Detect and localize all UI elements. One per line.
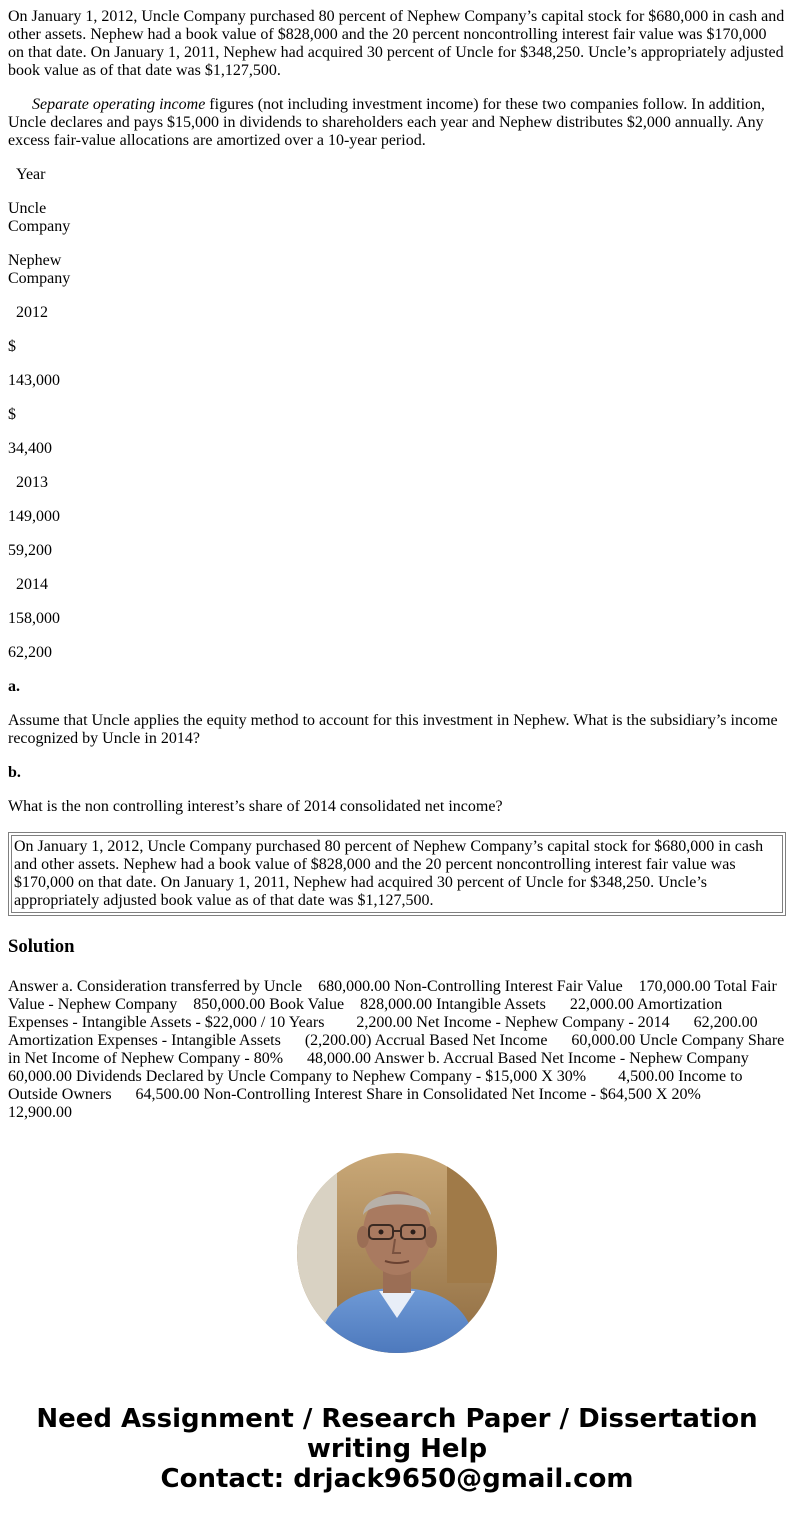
table-cell-nephew: 34,400 [8, 440, 52, 457]
paragraph-2-text: figures (not including investment income) for these two companies follow. In addition, Uncle declares and pays $15,000 in dividends to shareholders each year and Nephew distributes $2,000 annually. Any excess fair-value allocations are amortized over a 10-year period. [8, 96, 766, 149]
table-cell-nephew: 59,200 [8, 542, 52, 559]
table-cell-uncle: 158,000 [8, 610, 60, 627]
table-cell-year: 2014 [8, 576, 48, 593]
question-b-text: What is the non controlling interest’s share of 2014 consolidated net income? [8, 798, 503, 815]
solution-heading: Solution [8, 936, 75, 957]
problem-intro: On January 1, 2012, Uncle Company purchased 80 percent of Nephew Company’s capital stock for $680,000 in cash and other assets. Nephew had a book value of $828,000 and the 20 percent noncontrolling interest fair value was $170,000 on that date. On January 1, 2011, Nephew had acquired 30 percent of Uncle for $348,250. Uncle’s appropriately adjusted book value as of that date was $1,127,500. [8, 8, 785, 79]
table-row [8, 576, 786, 662]
table-row [8, 474, 786, 560]
author-avatar [297, 1153, 497, 1353]
table-cell-year: 2013 [8, 474, 48, 491]
table-cell-year: 2012 [8, 304, 48, 321]
question-a-text: Assume that Uncle applies the equity method to account for this investment in Nephew. What is the subsidiary’s income recognized by Uncle in 2014? [8, 712, 778, 747]
table-cell-currency: $ [8, 338, 16, 355]
question-b-label: b. [8, 764, 21, 781]
table-header-nephew: Nephew Company [8, 252, 71, 287]
emphasis-text: Separate operating income [32, 96, 206, 113]
promo-banner [0, 1404, 794, 1494]
author-photo [297, 1153, 497, 1353]
question-a-label: a. [8, 678, 20, 695]
question-box-text: On January 1, 2012, Uncle Company purchased 80 percent of Nephew Company’s capital stock for $680,000 in cash and other assets. Nephew had a book value of $828,000 and the 20 percent noncontrolling interest fair value was $170,000 on that date. On January 1, 2011, Nephew had acquired 30 percent of Uncle for $348,250. Uncle’s appropriately adjusted book value as of that date was $1,127,500. [11, 835, 783, 913]
promo-line-1: Need Assignment / Research Paper / Dissertation [36, 1404, 758, 1434]
table-cell-uncle: 149,000 [8, 508, 60, 525]
solution-text: Answer a. Consideration transferred by Uncle 680,000.00 Non-Controlling Interest Fair Value 170,000.00 Total Fair Value - Nephew Company 850,000.00 Book Value 828,000.00 Intangible Assets 22,000.00 Amortization Expenses - Intangible Assets - $22,000 / 10 Years 2,200.00 Net Income - Nephew Company - 2014 62,200.00 Amortization Expenses - Intangible Assets (2,200.00) Accrual Based Net Income 60,000.00 Uncle Company Share in Net Income of Nephew Company - 80% 48,000.00 Answer b. Accrual Based Net Income - Nephew Company 60,000.00 Dividends Declared by Uncle Company to Nephew Company - $15,000 X 30% 4,500.00 Income to Outside Owners 64,500.00 Non-Controlling Interest Share in Consolidated Net Income - $64,500 X 20% 12,900.00 [8, 978, 789, 1121]
promo-contact: Contact: drjack9650@gmail.com [160, 1464, 634, 1494]
income-table [8, 166, 786, 662]
question-box [8, 832, 786, 916]
problem-paragraph-2 [8, 96, 786, 150]
promo-line-2: writing Help [306, 1434, 488, 1464]
table-header-uncle: Uncle Company [8, 200, 71, 235]
table-cell-nephew: 62,200 [8, 644, 52, 661]
table-header-year: Year [8, 166, 46, 183]
table-cell-currency: $ [8, 406, 16, 423]
table-row [8, 304, 786, 458]
table-cell-uncle: 143,000 [8, 372, 60, 389]
